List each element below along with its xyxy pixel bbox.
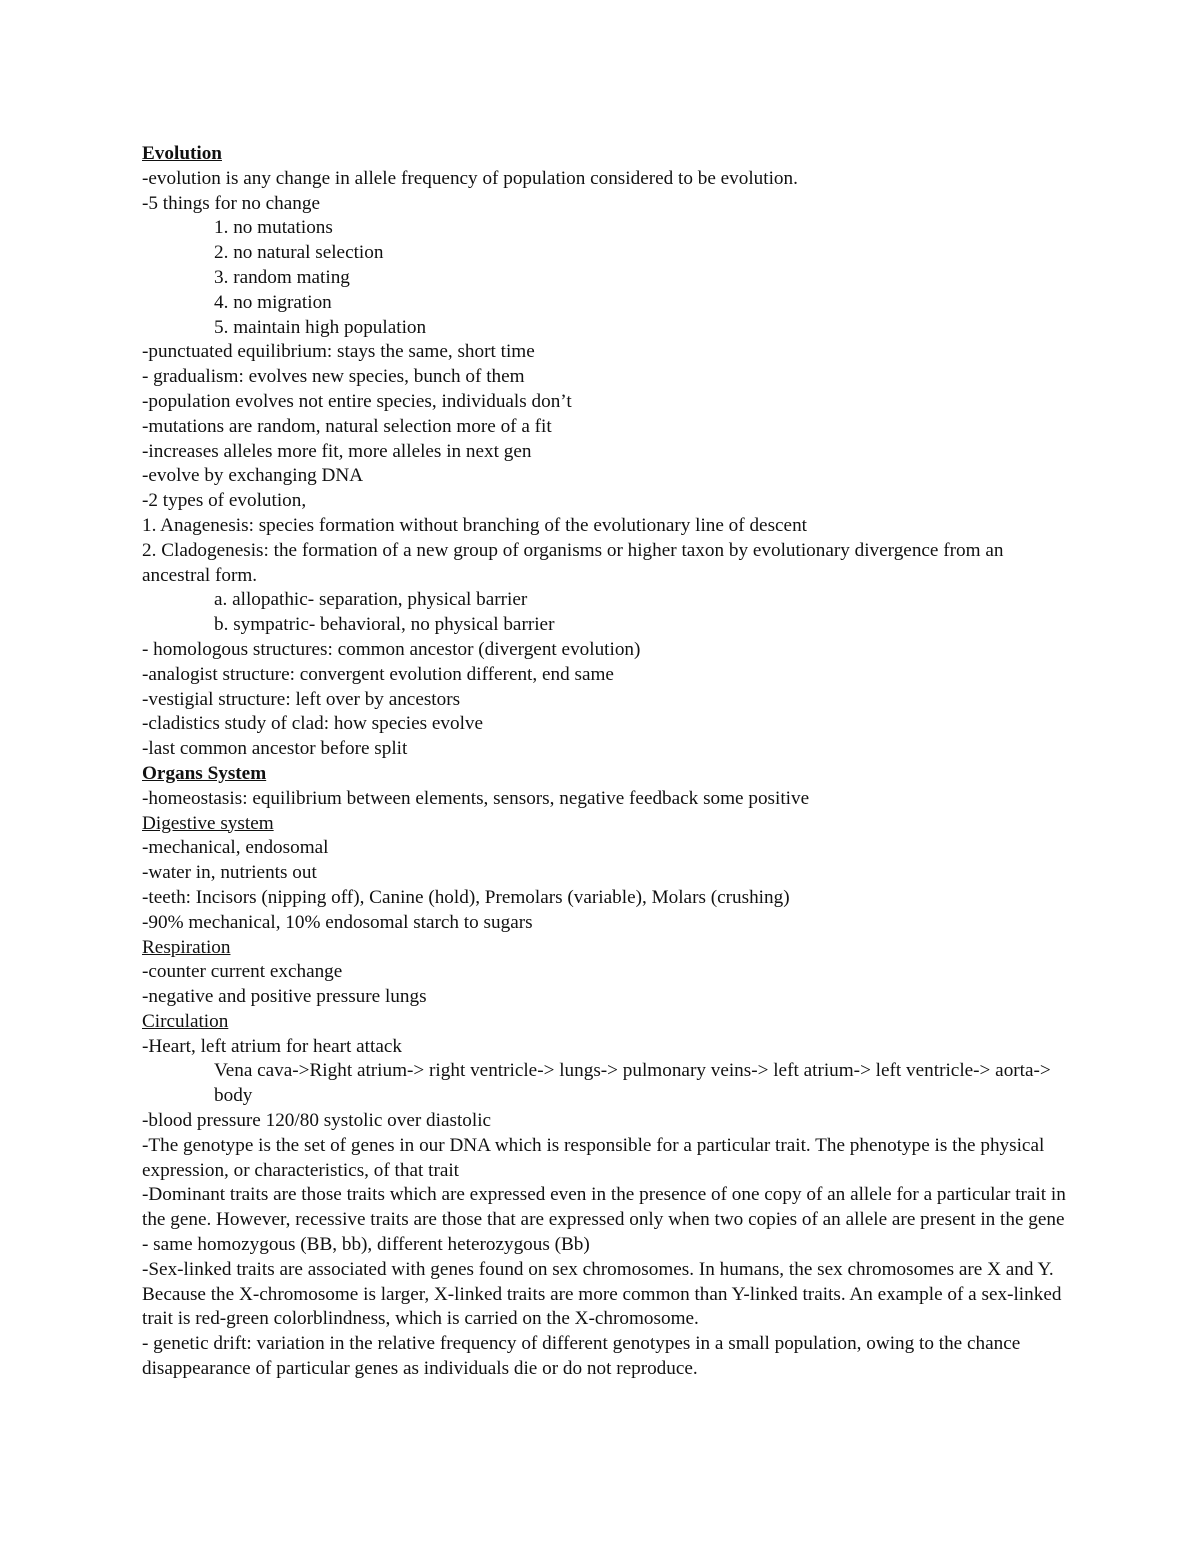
text-line: - same homozygous (BB, bb), different heterozygous (Bb) bbox=[142, 1234, 590, 1256]
text-paragraph: -Dominant traits are those traits which are expressed even in the presence of one copy of an allele for a particular trait in the gene. However, recessive traits are those that are expressed only when two copies of an allele are present in the gene bbox=[142, 1184, 1066, 1231]
text-line: - gradualism: evolves new species, bunch of them bbox=[142, 366, 525, 388]
text-line: -mutations are random, natural selection more of a fit bbox=[142, 415, 552, 437]
text-line: -90% mechanical, 10% endosomal starch to sugars bbox=[142, 911, 533, 933]
list-item: a. allopathic- separation, physical barrier bbox=[214, 589, 528, 611]
text-line: -evolution is any change in allele frequency of population considered to be evolution. bbox=[142, 167, 798, 189]
text-line: -2 types of evolution, bbox=[142, 490, 307, 512]
text-line: -vestigial structure: left over by ancestors bbox=[142, 688, 461, 710]
text-line: -counter current exchange bbox=[142, 961, 343, 983]
list-item: 2. no natural selection bbox=[214, 242, 384, 264]
subsection-heading-digestive: Digestive system bbox=[142, 812, 274, 834]
list-item: 4. no migration bbox=[214, 291, 332, 313]
text-line: -analogist structure: convergent evolution different, end same bbox=[142, 663, 614, 685]
list-item: 5. maintain high population bbox=[214, 316, 427, 338]
text-line: -5 things for no change bbox=[142, 192, 320, 214]
subsection-heading-circulation: Circulation bbox=[142, 1010, 229, 1032]
text-line: -punctuated equilibrium: stays the same, short time bbox=[142, 341, 535, 363]
text-line: -population evolves not entire species, individuals don’t bbox=[142, 390, 572, 412]
text-paragraph: -Sex-linked traits are associated with genes found on sex chromosomes. In humans, the sex chromosomes are X and Y. Because the X-chromosome is larger, X-linked traits are more common than Y-linked traits. An example of a sex-linked trait is red-green colorblindness, which is carried on the X-chromosome. bbox=[142, 1258, 1062, 1330]
text-paragraph: 2. Cladogenesis: the formation of a new group of organisms or higher taxon by evolutionary divergence from an ancestral form. bbox=[142, 539, 1004, 586]
text-line: -water in, nutrients out bbox=[142, 862, 317, 884]
subsection-heading-respiration: Respiration bbox=[142, 936, 231, 958]
text-paragraph: -The genotype is the set of genes in our DNA which is responsible for a particular trait. The phenotype is the physical expression, or characteristics, of that trait bbox=[142, 1134, 1045, 1181]
document-body bbox=[142, 142, 1072, 1382]
section-heading-organs: Organs System bbox=[142, 762, 267, 784]
text-line: -Heart, left atrium for heart attack bbox=[142, 1035, 402, 1057]
text-line: - homologous structures: common ancestor (divergent evolution) bbox=[142, 638, 641, 660]
text-paragraph: Vena cava->Right atrium-> right ventricle-> lungs-> pulmonary veins-> left atrium-> left ventricle-> aorta-> body bbox=[214, 1060, 1051, 1107]
text-line: -homeostasis: equilibrium between elements, sensors, negative feedback some positive bbox=[142, 787, 810, 809]
text-line: -blood pressure 120/80 systolic over diastolic bbox=[142, 1110, 492, 1132]
text-line: -last common ancestor before split bbox=[142, 738, 408, 760]
text-line: -cladistics study of clad: how species evolve bbox=[142, 713, 484, 735]
section-heading-evolution: Evolution bbox=[142, 143, 222, 164]
text-paragraph: - genetic drift: variation in the relative frequency of different genotypes in a small population, owing to the chance disappearance of particular genes as individuals die or do not reproduce. bbox=[142, 1333, 1021, 1380]
text-line: 1. Anagenesis: species formation without branching of the evolutionary line of descent bbox=[142, 514, 807, 536]
list-item: 1. no mutations bbox=[214, 217, 333, 239]
text-line: -mechanical, endosomal bbox=[142, 837, 329, 859]
list-item: b. sympatric- behavioral, no physical barrier bbox=[214, 614, 555, 636]
text-line: -teeth: Incisors (nipping off), Canine (hold), Premolars (variable), Molars (crushing) bbox=[142, 886, 790, 908]
text-line: -increases alleles more fit, more alleles in next gen bbox=[142, 440, 532, 462]
text-line: -negative and positive pressure lungs bbox=[142, 986, 427, 1008]
list-item: 3. random mating bbox=[214, 266, 350, 288]
text-line: -evolve by exchanging DNA bbox=[142, 465, 364, 487]
